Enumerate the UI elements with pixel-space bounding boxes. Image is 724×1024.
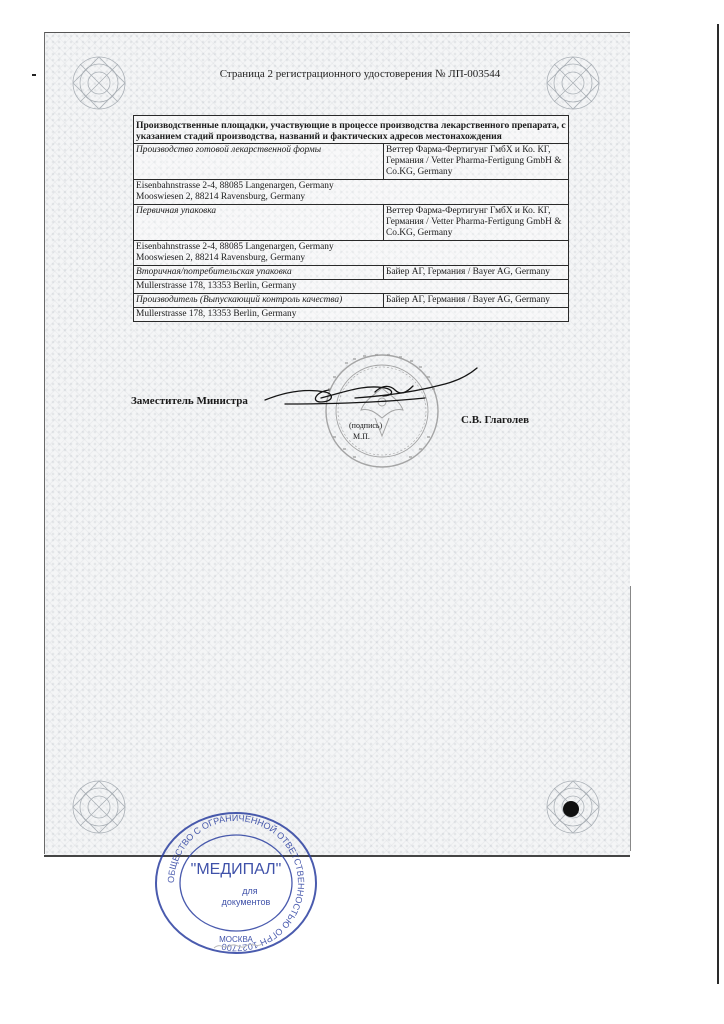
table-row	[134, 280, 569, 294]
address-line: Mullerstrasse 178, 13353 Berlin, Germany	[136, 309, 297, 319]
address-line: Mullerstrasse 178, 13353 Berlin, Germany	[136, 281, 297, 291]
signature-icon	[255, 362, 485, 420]
address-cell	[134, 180, 569, 205]
seal-place-label: М.П.	[353, 432, 370, 441]
sheet-bottom-edge	[44, 855, 630, 857]
stamp-line1-text: для	[242, 886, 258, 896]
scan-edge	[717, 24, 719, 984]
scan-artifact-line	[630, 586, 631, 851]
table-row	[134, 205, 569, 241]
stamp-company-text: "МЕДИПАЛ"	[190, 861, 282, 878]
address-line: Mooswiesen 2, 88214 Ravensburg, Germany	[136, 192, 306, 202]
address-cell	[134, 241, 569, 266]
table-row	[134, 294, 569, 308]
table-row	[134, 241, 569, 266]
table-row	[134, 180, 569, 205]
company-cell: Байер АГ, Германия / Bayer AG, Germany	[384, 294, 569, 308]
table-row	[134, 144, 569, 180]
table-row	[134, 308, 569, 322]
table-heading: Производственные площадки, участвующие в процессе производства лекарственного препарата, с указанием стадий производства, названий и фактических адресов местонахождения	[134, 116, 569, 144]
page-caption: Страница 2 регистрационного удостоверения № ЛП-003544	[219, 68, 501, 80]
scan-dot	[563, 801, 579, 817]
stage-label: Производитель (Выпускающий контроль качества)	[134, 294, 384, 308]
faint-mark-icon	[212, 938, 264, 954]
address-cell	[134, 280, 569, 294]
table-row	[134, 266, 569, 280]
stamp-city-text: МОСКВА	[219, 935, 253, 944]
corner-ornament-icon	[68, 52, 130, 114]
signature-caption: (подпись)	[349, 421, 383, 430]
company-stamp	[150, 808, 322, 958]
sheet-edge	[44, 32, 45, 854]
stage-label: Вторичная/потребительская упаковка	[134, 266, 384, 280]
company-cell: Байер АГ, Германия / Bayer AG, Germany	[384, 266, 569, 280]
stamp-ring-text	[166, 813, 306, 953]
address-line: Eisenbahnstrasse 2-4, 88085 Langenargen, Germany	[136, 181, 334, 191]
company-cell: Веттер Фарма-Фертигунг ГмбХ и Ко. КГ, Германия / Vetter Pharma-Fertigung GmbH & Co.KG, Germany	[384, 144, 569, 180]
signatory-title: Заместитель Министра	[131, 395, 248, 407]
address-line: Mooswiesen 2, 88214 Ravensburg, Germany	[136, 253, 306, 263]
manufacturing-sites-table	[133, 115, 569, 322]
table-row	[134, 116, 569, 144]
corner-ornament-icon	[68, 776, 130, 838]
scan-speck	[32, 74, 36, 76]
stamp-line2-text: документов	[221, 897, 271, 907]
stage-label: Первичная упаковка	[134, 205, 384, 241]
address-line: Eisenbahnstrasse 2-4, 88085 Langenargen, Germany	[136, 242, 334, 252]
corner-ornament-icon	[542, 52, 604, 114]
signatory-name: С.В. Глаголев	[461, 414, 530, 426]
address-cell	[134, 308, 569, 322]
company-cell: Веттер Фарма-Фертигунг ГмбХ и Ко. КГ, Германия / Vetter Pharma-Fertigung GmbH & Co.KG, Germany	[384, 205, 569, 241]
stamp-ring-path-text: ОБЩЕСТВО С ОГРАНИЧЕННОЙ ОТВЕТСТВЕННОСТЬЮ ОГРН 1027700	[165, 812, 307, 954]
stage-label: Производство готовой лекарственной формы	[134, 144, 384, 180]
